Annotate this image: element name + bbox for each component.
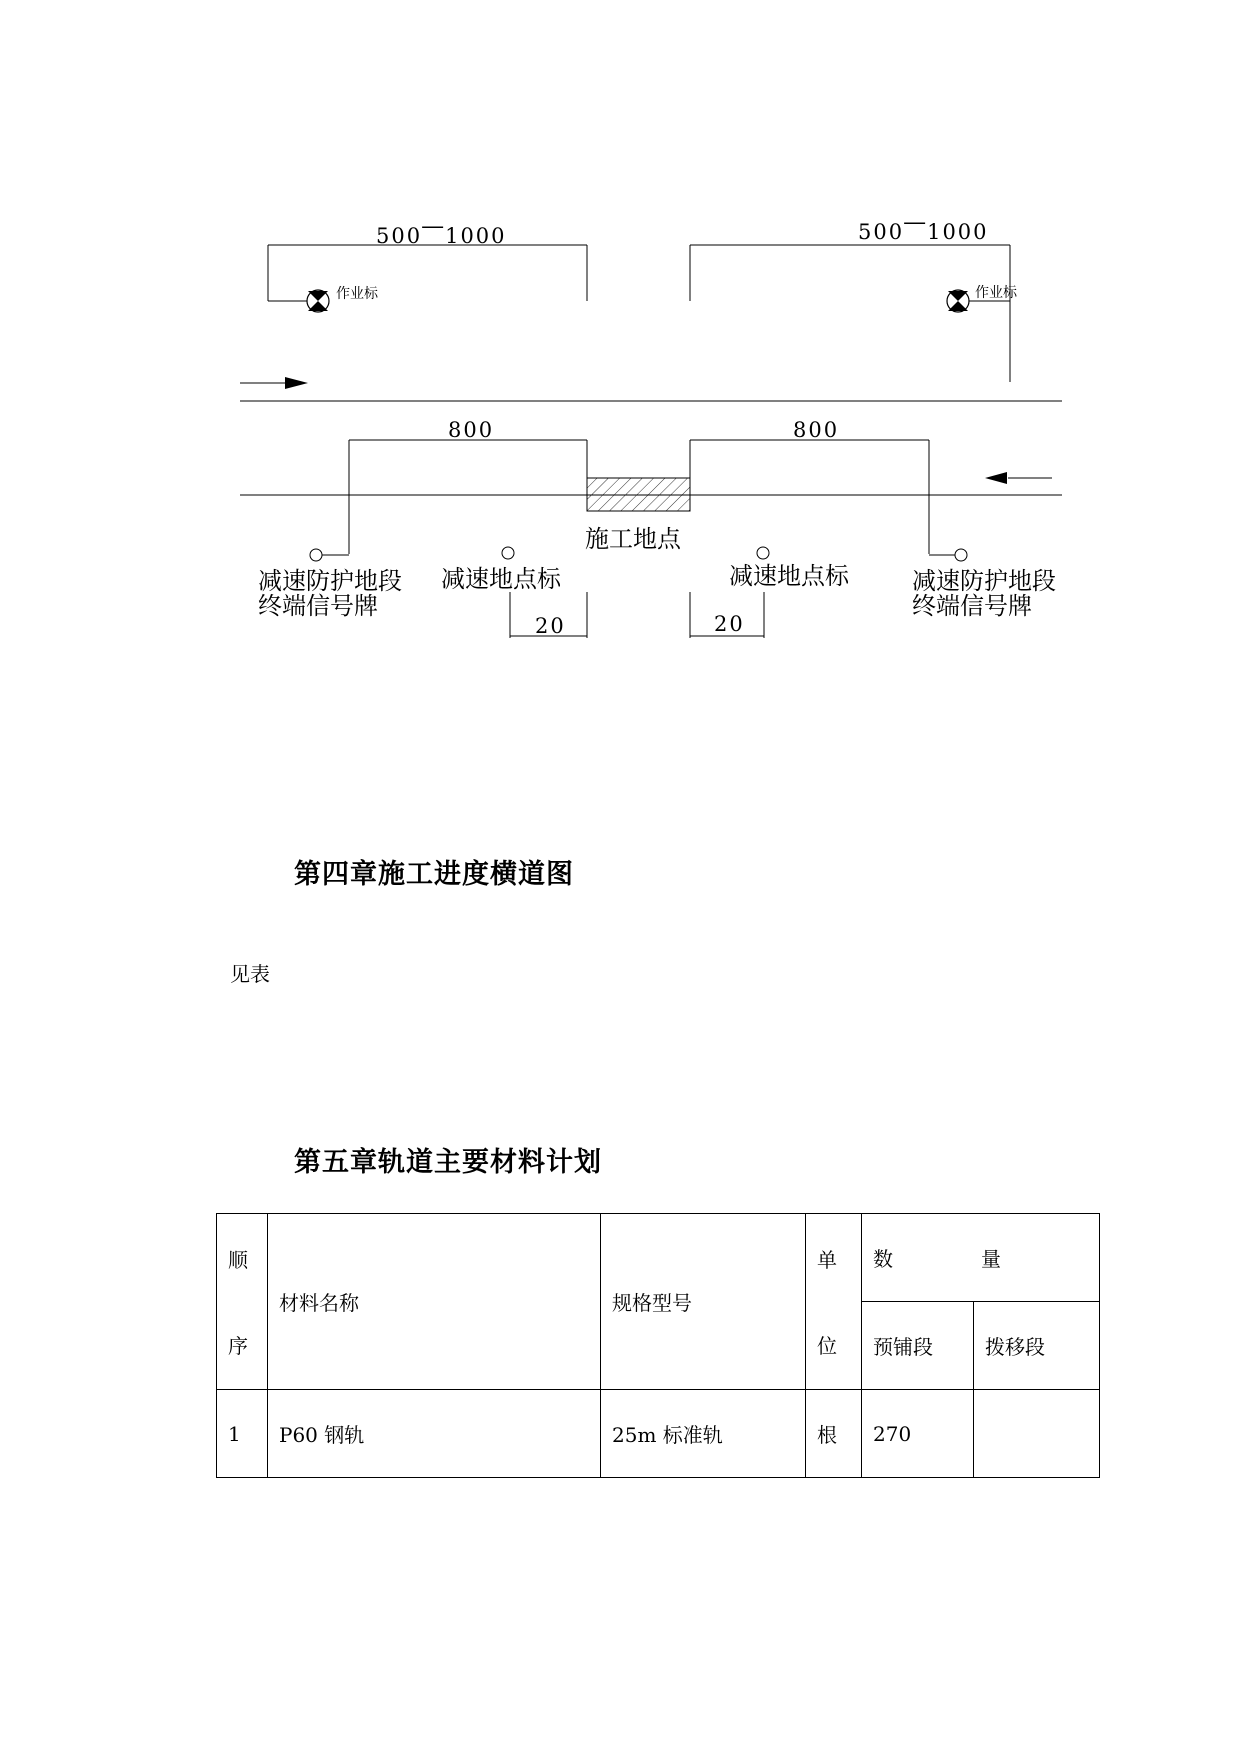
header-spec: 规格型号 [601,1214,806,1390]
table-header-row [217,1214,1100,1302]
header-unit: 单 位 [806,1214,862,1390]
header-pre-lay: 预铺段 [862,1302,974,1390]
dimension-top-left-label: 500⎺1000 [376,224,507,248]
materials-table [216,1213,1100,1478]
header-seq: 顺 序 [217,1214,268,1390]
cell-shift [974,1390,1100,1478]
speed-sign-right-label: 减速地点标 [729,562,849,590]
direction-arrow-right-icon [240,377,308,389]
end-signal-right-line1: 减速防护地段 [912,567,1056,595]
construction-site-label: 施工地点 [585,525,681,553]
end-signal-right-icon [955,549,967,561]
chapter4-title: 第四章施工进度横道图 [294,859,574,890]
cell-name: P60 钢轨 [268,1390,601,1478]
cell-pre-lay: 270 [862,1390,974,1478]
cell-spec: 25m 标准轨 [601,1390,806,1478]
header-quantity: 数 量 [862,1214,1100,1302]
speed-sign-right-icon [757,547,769,559]
end-signal-left-line2: 终端信号牌 [258,592,378,620]
dimension-top-right-label: 500⎺1000 [858,220,989,244]
chapter4-body: 见表 [230,962,270,986]
cell-seq: 1 [217,1390,268,1478]
header-shift: 拨移段 [974,1302,1100,1390]
work-sign-right-label: 作业标 [975,285,1017,301]
end-signal-left-line1: 减速防护地段 [258,567,402,595]
work-sign-right-icon [947,290,969,312]
dimension-mid-left-label: 800 [448,418,495,442]
work-sign-left-label: 作业标 [336,286,378,302]
end-signal-left-icon [310,549,322,561]
direction-arrow-left-icon [985,472,1052,484]
construction-protection-diagram [0,0,1241,700]
cell-unit: 根 [806,1390,862,1478]
dimension-mid-right [690,440,929,554]
dimension-small-left-label: 20 [535,614,566,638]
dimension-mid-left [349,440,587,554]
header-material-name: 材料名称 [268,1214,601,1390]
chapter5-title: 第五章轨道主要材料计划 [294,1147,602,1178]
work-sign-left-icon [307,290,329,312]
construction-site-block [587,478,690,511]
speed-sign-left-label: 减速地点标 [441,565,561,593]
table-row [217,1390,1100,1478]
dimension-mid-right-label: 800 [793,418,840,442]
dimension-small-right-label: 20 [714,612,745,636]
dimension-top-right [690,245,1010,382]
speed-sign-left-icon [502,547,514,559]
end-signal-right-line2: 终端信号牌 [912,592,1032,620]
